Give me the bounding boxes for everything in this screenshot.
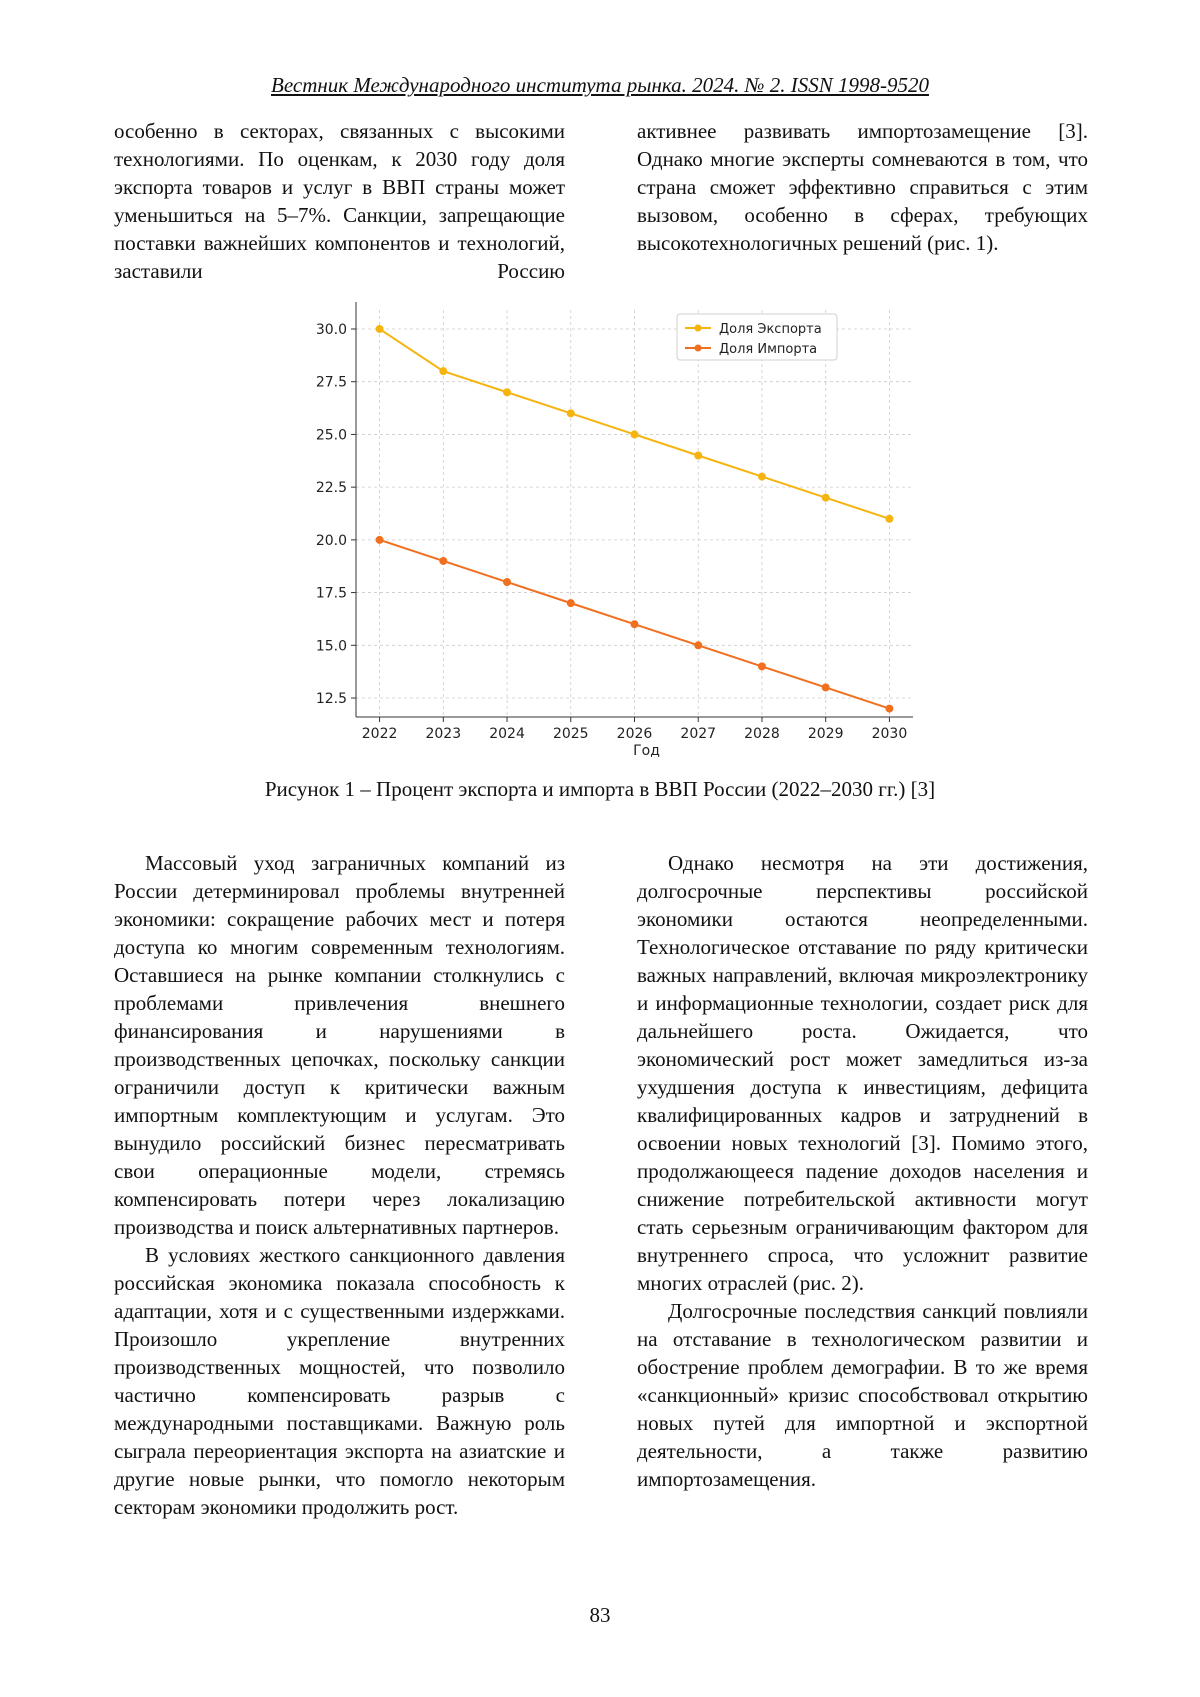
y-tick-label: 17.5 [315,585,347,602]
x-tick-label: 2024 [489,726,525,742]
data-point [567,599,575,607]
x-tick-label: 2029 [807,726,844,742]
x-axis-label: Год [633,743,660,759]
x-tick-label: 2023 [425,726,462,742]
y-tick-label: 25.0 [315,427,347,444]
top-left-paragraph: особенно в секторах, связанных с высокими технологиями. По оценкам, к 2030 году доля экспорта товаров и услуг в ВВП страны может уменьшиться на 5–7%. Санкции, запрещающие поставки важнейших компонентов и технологий, заставили Россию [114,119,565,283]
x-tick-label: 2025 [552,726,589,742]
x-tick-label: 2028 [744,726,780,742]
body-paragraph: Долгосрочные последствия санкций повлияли на отставание в технологическом развитии и обострение проблем демографии. В то же время «санкционный» кризис способствовал открытию новых путей для импортной и экспортной деятельности, а также развитию импортозамещения. [637,1299,1088,1491]
data-point [885,515,893,523]
data-point [503,578,511,586]
body-paragraph: Однако несмотря на эти достижения, долгосрочные перспективы российской экономики остаются неопределенными. Технологическое отставание по ряду критически важных направлений, включая микроэлектронику и информационные технологии, создает риск для дальнейшего роста. Ожидается, что экономический рост может замедлиться из-за ухудшения доступа к инвестициям, дефицита квалифицированных кадров и затруднений в освоении новых технологий [3]. Помимо этого, продолжающееся падение доходов населения и снижение потребительской активности могут стать серьезным ограничивающим фактором для внутреннего спроса, что усложнит развитие многих отраслей (рис. 2). [637,851,1088,1295]
x-tick-label: 2030 [871,726,908,742]
y-tick-label: 15.0 [315,638,347,655]
data-point [631,430,639,438]
top-left-column [114,117,565,285]
data-point [631,620,639,628]
y-tick-label: 12.5 [315,691,347,708]
data-point [503,388,511,396]
data-point [822,494,830,502]
body-paragraph: В условиях жесткого санкционного давления российская экономика показала способность к адаптации, хотя и с существенными издержками. Произошло укрепление внутренних производственных мощностей, что позволило частично компенсировать разрыв с международными поставщиками. Важную роль сыграла переориентация экспорта на азиатские и другие новые рынки, что помогло некоторым секторам экономики продолжить рост. [114,1243,565,1519]
top-right-paragraph: активнее развивать импортозамещение [3]. Однако многие эксперты сомневаются в том, что страна сможет эффективно справиться с этим вызовом, особенно в сферах, требующих высокотехнологичных решений (рис. 1). [637,119,1088,255]
y-tick-label: 22.5 [315,480,347,497]
page-number: 83 [589,1603,611,1627]
data-point [694,641,702,649]
data-point [567,409,575,417]
x-tick-label: 2026 [616,726,653,742]
figure-1 [280,300,920,760]
data-point [439,367,447,375]
y-tick-label: 27.5 [315,374,347,391]
data-point [439,557,447,565]
legend-marker [695,325,702,332]
data-point [376,325,384,333]
body-paragraph: Массовый уход заграничных компаний из России детерминировал проблемы внутренней экономики: сокращение рабочих мест и потеря доступа ко многим современным технологиям. Оставшиеся на рынке компании столкнулись с проблемами привлечения внешнего финансирования и нарушениями в производственных цепочках, поскольку санкции ограничили доступ к критически важным импортным комплектующим и услугам. Это вынудило российский бизнес пересматривать свои операционные модели, стремясь компенсировать потери через локализацию производства и поиск альтернативных партнеров. [114,851,565,1239]
line-chart [280,300,920,760]
x-tick-label: 2027 [680,726,717,742]
top-right-column [637,117,1088,257]
legend-label: Доля Импорта [719,342,818,357]
data-point [822,683,830,691]
data-point [758,473,766,481]
data-point [376,536,384,544]
bottom-right-column [637,849,1088,1493]
bottom-left-column [114,849,565,1521]
x-tick-label: 2022 [361,726,398,742]
y-tick-label: 30.0 [315,321,347,338]
running-header: Вестник Международного института рынка. 2024. № 2. ISSN 1998-9520 [271,73,929,97]
data-point [694,452,702,460]
y-tick-label: 20.0 [315,532,347,549]
legend-label: Доля Экспорта [719,322,822,337]
data-point [758,662,766,670]
figure-caption: Рисунок 1 – Процент экспорта и импорта в ВВП России (2022–2030 гг.) [3] [264,777,936,801]
data-point [885,705,893,713]
legend-marker [695,345,702,352]
